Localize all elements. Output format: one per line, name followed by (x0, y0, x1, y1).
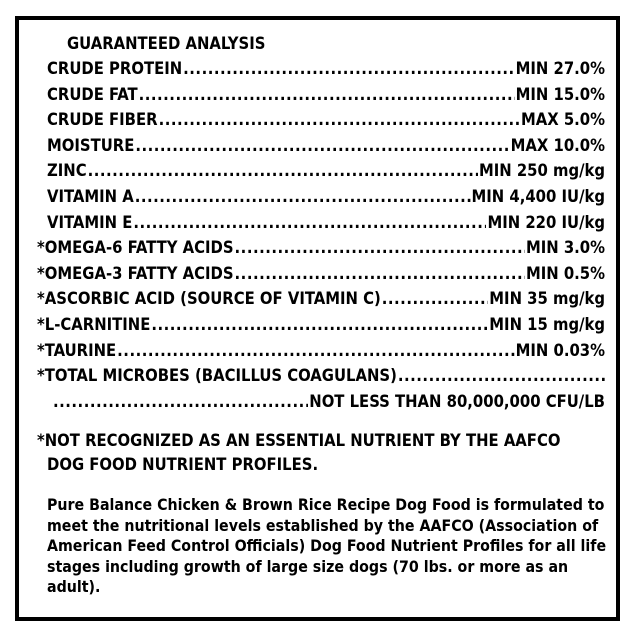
nutrient-name: *OMEGA-6 FATTY ACIDS (37, 238, 234, 258)
footnote-line-1: *NOT RECOGNIZED AS AN ESSENTIAL NUTRIENT BY THE AAFCO (37, 431, 561, 451)
nutrient-value: MIN 15.0% (515, 84, 605, 104)
analysis-row-crude-protein (37, 59, 605, 85)
nutrient-name: VITAMIN E (47, 212, 133, 232)
guaranteed-analysis-label (15, 16, 620, 621)
dot-leader (151, 315, 488, 335)
nutrient-value: MAX 10.0% (510, 135, 605, 155)
analysis-row-moisture (37, 136, 605, 162)
nutrient-name: CRUDE FIBER (47, 110, 158, 130)
analysis-row-ascorbic-acid (37, 289, 605, 315)
dot-leader (183, 59, 514, 79)
nutrient-name: CRUDE PROTEIN (47, 59, 183, 78)
dot-leader (159, 110, 520, 130)
analysis-row-vitamin-e (37, 213, 605, 239)
nutrient-value: MIN 250 mg/kg (478, 161, 605, 181)
dot-leader (135, 187, 471, 207)
nutrient-name: *OMEGA-3 FATTY ACIDS (37, 263, 234, 283)
nutrient-name: MOISTURE (47, 135, 135, 155)
dot-leader (382, 289, 489, 309)
analysis-row-omega-6 (37, 238, 605, 264)
dot-leader (88, 161, 478, 181)
label-title: GUARANTEED ANALYSIS (67, 34, 266, 53)
analysis-row-zinc (37, 161, 605, 187)
footnote-line-2: DOG FOOD NUTRIENT PROFILES. (47, 455, 319, 475)
analysis-list (37, 59, 605, 417)
analysis-row-crude-fiber (37, 110, 605, 136)
nutrient-value: MIN 220 IU/kg (487, 212, 605, 232)
dot-leader (235, 264, 525, 284)
dot-leader (53, 392, 308, 412)
nutrient-name: *TAURINE (37, 340, 117, 360)
nutrient-name: *TOTAL MICROBES (BACILLUS COAGULANS) (37, 366, 397, 386)
label-content (37, 34, 605, 598)
dot-leader (133, 213, 486, 233)
analysis-row-vitamin-a (37, 187, 605, 213)
dot-leader (139, 85, 515, 105)
nutrient-value: MIN 15 mg/kg (489, 314, 605, 334)
nutrient-value: MIN 0.5% (525, 263, 605, 283)
nutrient-name: *ASCORBIC ACID (SOURCE OF VITAMIN C) (37, 289, 381, 309)
analysis-row-crude-fat (37, 85, 605, 111)
nutrient-value: NOT LESS THAN 80,000,000 CFU/LB (309, 391, 605, 411)
nutrient-value: MIN 35 mg/kg (489, 289, 605, 309)
analysis-row-total-microbes (37, 366, 605, 392)
analysis-row-total-microbes-value (37, 392, 605, 418)
nutrient-value: MIN 27.0% (515, 59, 605, 78)
analysis-row-omega-3 (37, 264, 605, 290)
nutrient-value: MIN 0.03% (515, 340, 605, 360)
nutrient-value: MAX 5.0% (520, 110, 605, 130)
aafco-statement: Pure Balance Chicken & Brown Rice Recipe Dog Food is formulated to meet the nutritional levels established by the AAFCO (Association of American Feed Control Officials) Dog Food Nutrient Profiles for all life stages including growth of large size dogs (70 lbs. or more as an adult). (47, 495, 607, 597)
nutrient-name: *L-CARNITINE (37, 314, 151, 334)
analysis-row-taurine (37, 341, 605, 367)
nutrient-value: MIN 4,400 IU/kg (471, 186, 605, 206)
dot-leader (398, 366, 605, 386)
analysis-row-l-carnitine (37, 315, 605, 341)
dot-leader (135, 136, 509, 156)
nutrient-name: CRUDE FAT (47, 84, 138, 104)
footnote (37, 429, 605, 477)
nutrient-name: VITAMIN A (47, 186, 134, 206)
dot-leader (235, 238, 525, 258)
nutrient-value: MIN 3.0% (525, 238, 605, 258)
nutrient-name: ZINC (47, 161, 87, 181)
dot-leader (117, 341, 514, 361)
